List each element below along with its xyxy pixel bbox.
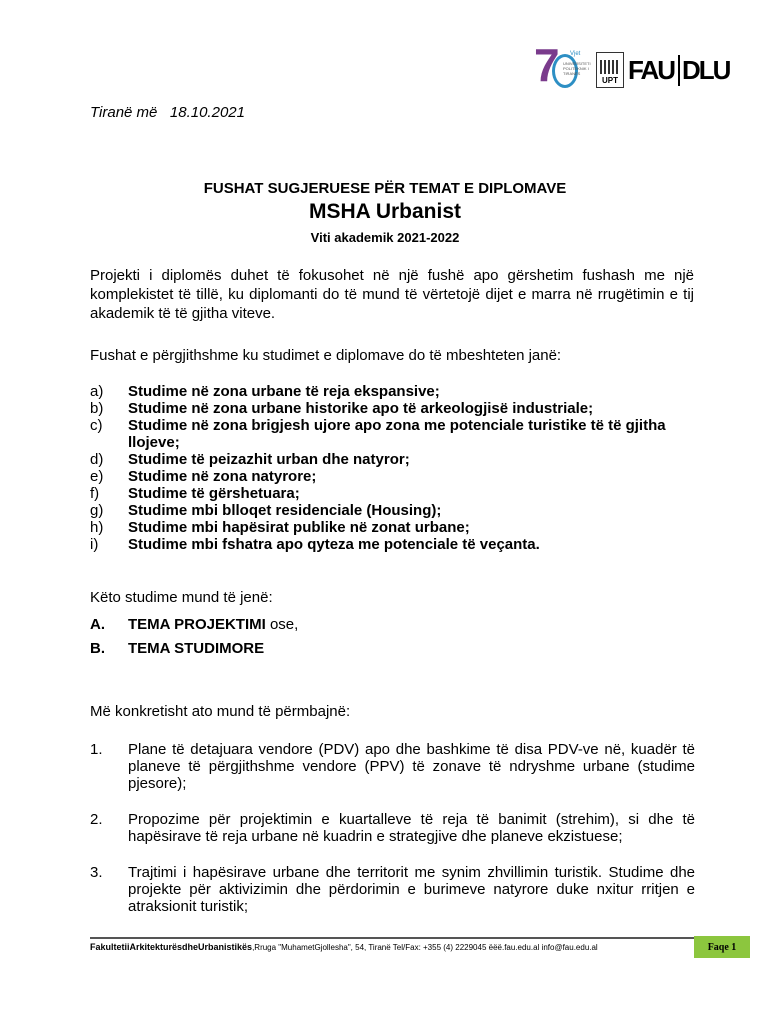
type-item <box>90 616 298 633</box>
list-item-text: Studime në zona brigjesh ujore apo zona me potenciale turistike të të gjitha llojeve; <box>128 417 666 451</box>
list-item <box>90 451 700 468</box>
numbered-item <box>90 864 695 915</box>
fau-dlu-logo <box>628 53 729 87</box>
item-number: 2. <box>90 811 103 828</box>
list-item <box>90 502 700 519</box>
document-subtitle: FUSHAT SUGJERUESE PËR TEMAT E DIPLOMAVE <box>203 180 567 197</box>
list-item-text: Studime në zona urbane të reja ekspansive; <box>128 383 440 400</box>
upt-70-years-logo <box>534 39 592 92</box>
types-intro: Këto studime mund të jenë: <box>90 589 273 606</box>
list-item-label: d) <box>90 451 104 468</box>
type-label: B. <box>90 640 105 657</box>
type-name: TEMA STUDIMORE <box>128 640 265 657</box>
list-item-text: Studime të peizazhit urban dhe natyror; <box>128 451 410 468</box>
document-date: Tiranë më 18.10.2021 <box>90 104 245 121</box>
content-intro: Më konkretisht ato mund të përmbajnë: <box>90 703 351 720</box>
item-text: Propozime për projektimin e kuartalleve të reja të banimit (strehim), si dhe të hapësirave të reja urbane në kuadrin e strategjive dhe planeve ekzistuese; <box>128 811 695 845</box>
logo-seven: 7 <box>534 39 554 91</box>
list-item-label: i) <box>90 536 99 553</box>
list-item-label: e) <box>90 468 104 485</box>
list-item-label: f) <box>90 485 100 502</box>
fields-intro: Fushat e përgjithshme ku studimet e diplomave do të mbeshteten janë: <box>90 347 562 364</box>
item-number: 3. <box>90 864 103 881</box>
footer-address: ,Rruga "MuhametGjollesha", 54, Tiranë Tel/Fax: +355 (4) 2229045 ëëë.fau.edu.al info@fau.edu.al <box>252 943 598 952</box>
type-name: TEMA PROJEKTIMI <box>128 616 266 633</box>
list-item <box>90 519 700 536</box>
type-label: A. <box>90 616 105 633</box>
list-item-label: g) <box>90 502 104 519</box>
footer-contact <box>90 942 598 952</box>
item-text: Trajtimi i hapësirave urbane dhe territorit me synim zhvillimin turistik. Studime dhe projekte për aktivizimin dhe përdorimin e burimeve natyrore duke nxitur rritjen e atraksionit turistik; <box>128 864 695 915</box>
type-suffix: ose, <box>265 616 299 633</box>
footer-institution: FakultetiiArkitekturësdheUrbanistikës <box>90 942 253 952</box>
list-item-label: h) <box>90 519 104 536</box>
page-footer <box>90 937 737 953</box>
numbered-item <box>90 811 695 845</box>
type-item <box>90 640 264 657</box>
list-item <box>90 485 700 502</box>
upt-logo-text: UPT <box>602 76 618 85</box>
document-title: MSHA Urbanist <box>308 200 462 223</box>
list-item <box>90 400 700 417</box>
intro-paragraph: Projekti i diplomës duhet të fokusohet në një fushë apo gërshetim fushash me një komplekistet të tillë, ku diplomanti do të mund të vërtetojë dijet e marra në rrugëtimin e tij akademik të të gjitha viteve. <box>90 267 694 322</box>
list-item-label: b) <box>90 400 104 417</box>
list-item-text: Studime mbi hapësirat publike në zonat urbane; <box>128 519 470 536</box>
list-item-text: Studime mbi blloqet residenciale (Housing); <box>128 502 442 519</box>
list-item <box>90 417 700 451</box>
fau-logo-text: FAU <box>628 54 674 85</box>
upt-logo <box>596 52 624 88</box>
logo-university: UNIVERSITETI POLITEKNIK I TIRANËS <box>563 61 591 76</box>
fields-list <box>90 383 700 553</box>
list-item-text: Studime në zona natyrore; <box>128 468 317 485</box>
list-item-text: Studime në zona urbane historike apo të arkeologjisë industriale; <box>128 400 594 417</box>
list-item <box>90 536 700 553</box>
list-item <box>90 468 700 485</box>
header-logos <box>534 39 730 92</box>
item-text: Plane të detajuara vendore (PDV) apo dhe bashkime të disa PDV-ve në, kuadër të planeve të përgjithshme vendore (PPV) të zonave të ndryshme urbane (studime pjesore); <box>128 741 695 792</box>
list-item-text: Studime mbi fshatra apo qyteza me potenciale të veçanta. <box>128 536 540 553</box>
footer-divider <box>90 937 694 939</box>
logo-vjet: Vjet <box>570 51 581 57</box>
building-icon <box>600 60 620 74</box>
list-item-label: c) <box>90 417 103 434</box>
list-item-text: Studime të gërshetuara; <box>128 485 300 502</box>
item-number: 1. <box>90 741 103 758</box>
dlu-logo-text: DLU <box>678 55 729 86</box>
list-item <box>90 383 700 400</box>
academic-year: Viti akademik 2021-2022 <box>310 230 460 245</box>
numbered-item <box>90 741 695 792</box>
list-item-label: a) <box>90 383 104 400</box>
page-number: Faqe 1 <box>694 936 750 958</box>
